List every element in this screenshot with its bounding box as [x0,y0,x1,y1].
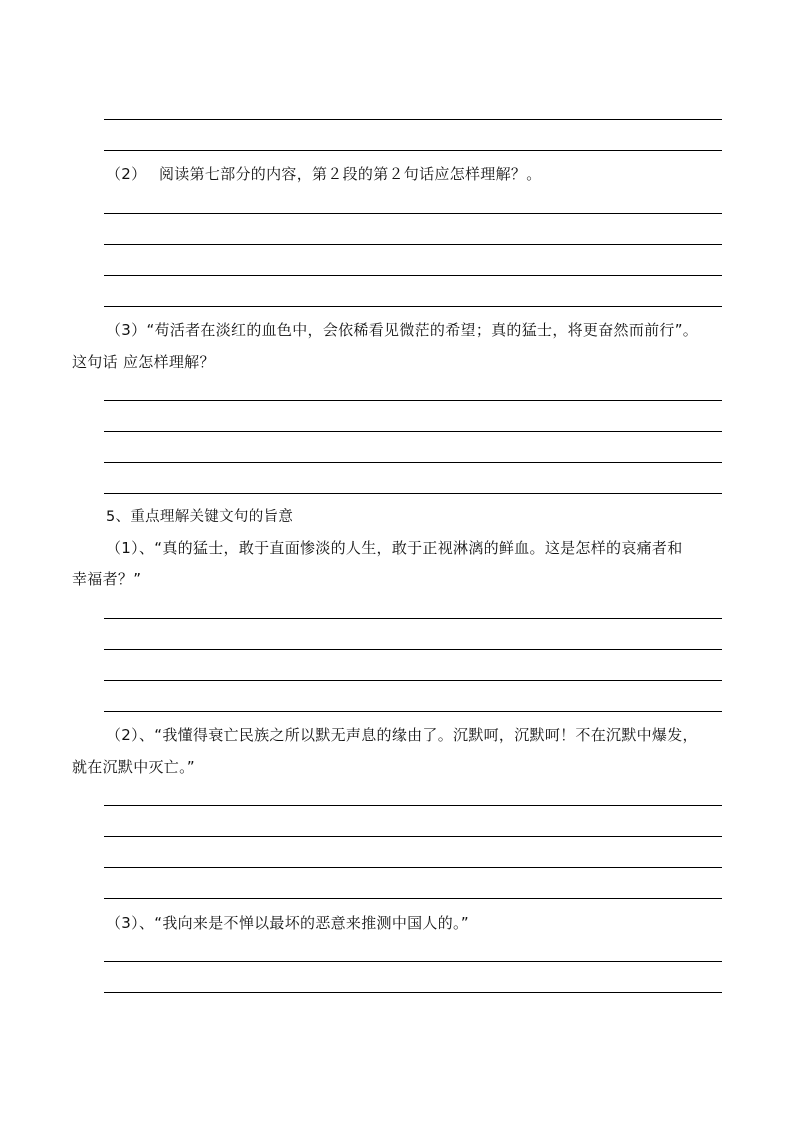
section-5-question-2-line-1: （2）、“我懂得衰亡民族之所以默无声息的缘由了。沉默呵，沉默呵！不在沉默中爆发， [106,726,698,744]
answer-line [104,244,722,245]
answer-line [104,275,722,276]
answer-line [104,462,722,463]
answer-line [104,119,722,120]
answer-line [104,680,722,681]
question-2-number: （2） [106,165,147,183]
section-5-question-1-line-1: （1）、“真的猛士，敢于直面惨淡的人生，敢于正视淋漓的鲜血。这是怎样的哀痛者和 [106,539,683,557]
answer-line [104,150,722,151]
answer-line [104,805,722,806]
answer-line [104,400,722,401]
answer-line [104,431,722,432]
section-5-question-3-line-1: （3）、“我向来是不惮以最坏的恶意来推测中国人的。” [106,914,469,932]
section-5-question-2-line-2: 就在沉默中灭亡。” [72,758,195,776]
question-3-line-1: （3）“苟活者在淡红的血色中，会依稀看见微茫的希望；真的猛士，将更奋然而前行”。 [106,321,699,339]
answer-line [104,306,722,307]
answer-line [104,992,722,993]
section-5-heading: 5、重点理解关键文句的旨意 [106,509,294,525]
answer-line [104,711,722,712]
question-2-text: 阅读第七部分的内容，第２段的第２句话应怎样理解？。 [159,165,542,183]
answer-line [104,836,722,837]
answer-line [104,898,722,899]
answer-line [104,649,722,650]
answer-line [104,213,722,214]
answer-line [104,867,722,868]
answer-line [104,618,722,619]
answer-line [104,961,722,962]
question-3-line-2: 这句话 应怎样理解？ [72,353,215,371]
section-5-question-1-line-2: 幸福者？” [72,570,142,588]
answer-line [104,493,722,494]
